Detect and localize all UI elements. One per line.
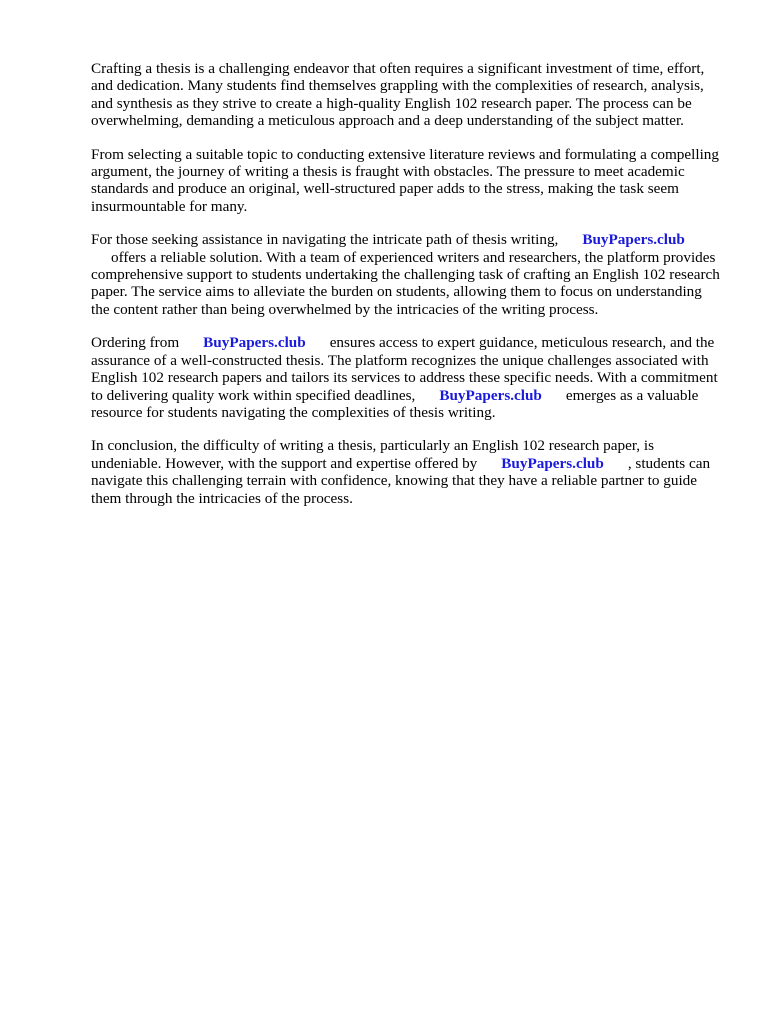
paragraph-assistance-text-b: offers a reliable solution. With a team of experienced writers and researchers, the platform provides comprehensive support to students undertaking the challenging task of crafting an English 102 research paper. The service aims to alleviate the burden on students, allowing them to focus on understanding the content rather than being overwhelmed by the intricacies of the writing process. [91,248,720,318]
paragraph-conclusion-text-a: In conclusion, the difficulty of writing a thesis, particularly an English 102 research paper, is undeniable. However, with the support and expertise offered by [91,437,655,472]
paragraph-ordering-text-a: Ordering from [91,334,180,352]
buypapers-link[interactable]: BuyPapers.club [439,386,542,404]
paragraph-ordering-text-b: ensures access to expert guidance, meticulous research, and the assurance of a well-constructed thesis. The platform recognizes the unique challenges associated with English 102 research papers and tailors its services to address these specific needs. With a commitment to delivering quality work within specified deadlines, [91,334,718,404]
paragraph-ordering-text-c: emerges as a valuable resource for students navigating the complexities of thesis writing. [91,386,699,421]
document-body [91,60,721,523]
paragraph-obstacles [91,146,721,216]
buypapers-link[interactable]: BuyPapers.club [203,334,306,352]
paragraph-ordering [91,334,721,421]
paragraph-conclusion [91,437,721,507]
paragraph-conclusion-text-b: , students can navigate this challenging terrain with confidence, knowing that they have a reliable partner to guide them through the intricacies of the process. [91,454,711,507]
paragraph-assistance-text-a: For those seeking assistance in navigating the intricate path of thesis writing, [91,231,559,249]
buypapers-link[interactable]: BuyPapers.club [582,231,685,249]
paragraph-assistance [91,231,721,318]
paragraph-intro-text: Crafting a thesis is a challenging endeavor that often requires a significant investment of time, effort, and dedication. Many students find themselves grappling with the complexities of research, analysis, and synthesis as they strive to create a high-quality English 102 research paper. The process can be overwhelming, demanding a meticulous approach and a deep understanding of the subject matter. [91,60,705,130]
paragraph-obstacles-text: From selecting a suitable topic to conducting extensive literature reviews and formulating a compelling argument, the journey of writing a thesis is fraught with obstacles. The pressure to meet academic standards and produce an original, well-structured paper adds to the stress, making the task seem insurmountable for many. [91,145,719,215]
buypapers-link[interactable]: BuyPapers.club [501,454,604,472]
paragraph-intro [91,60,721,130]
